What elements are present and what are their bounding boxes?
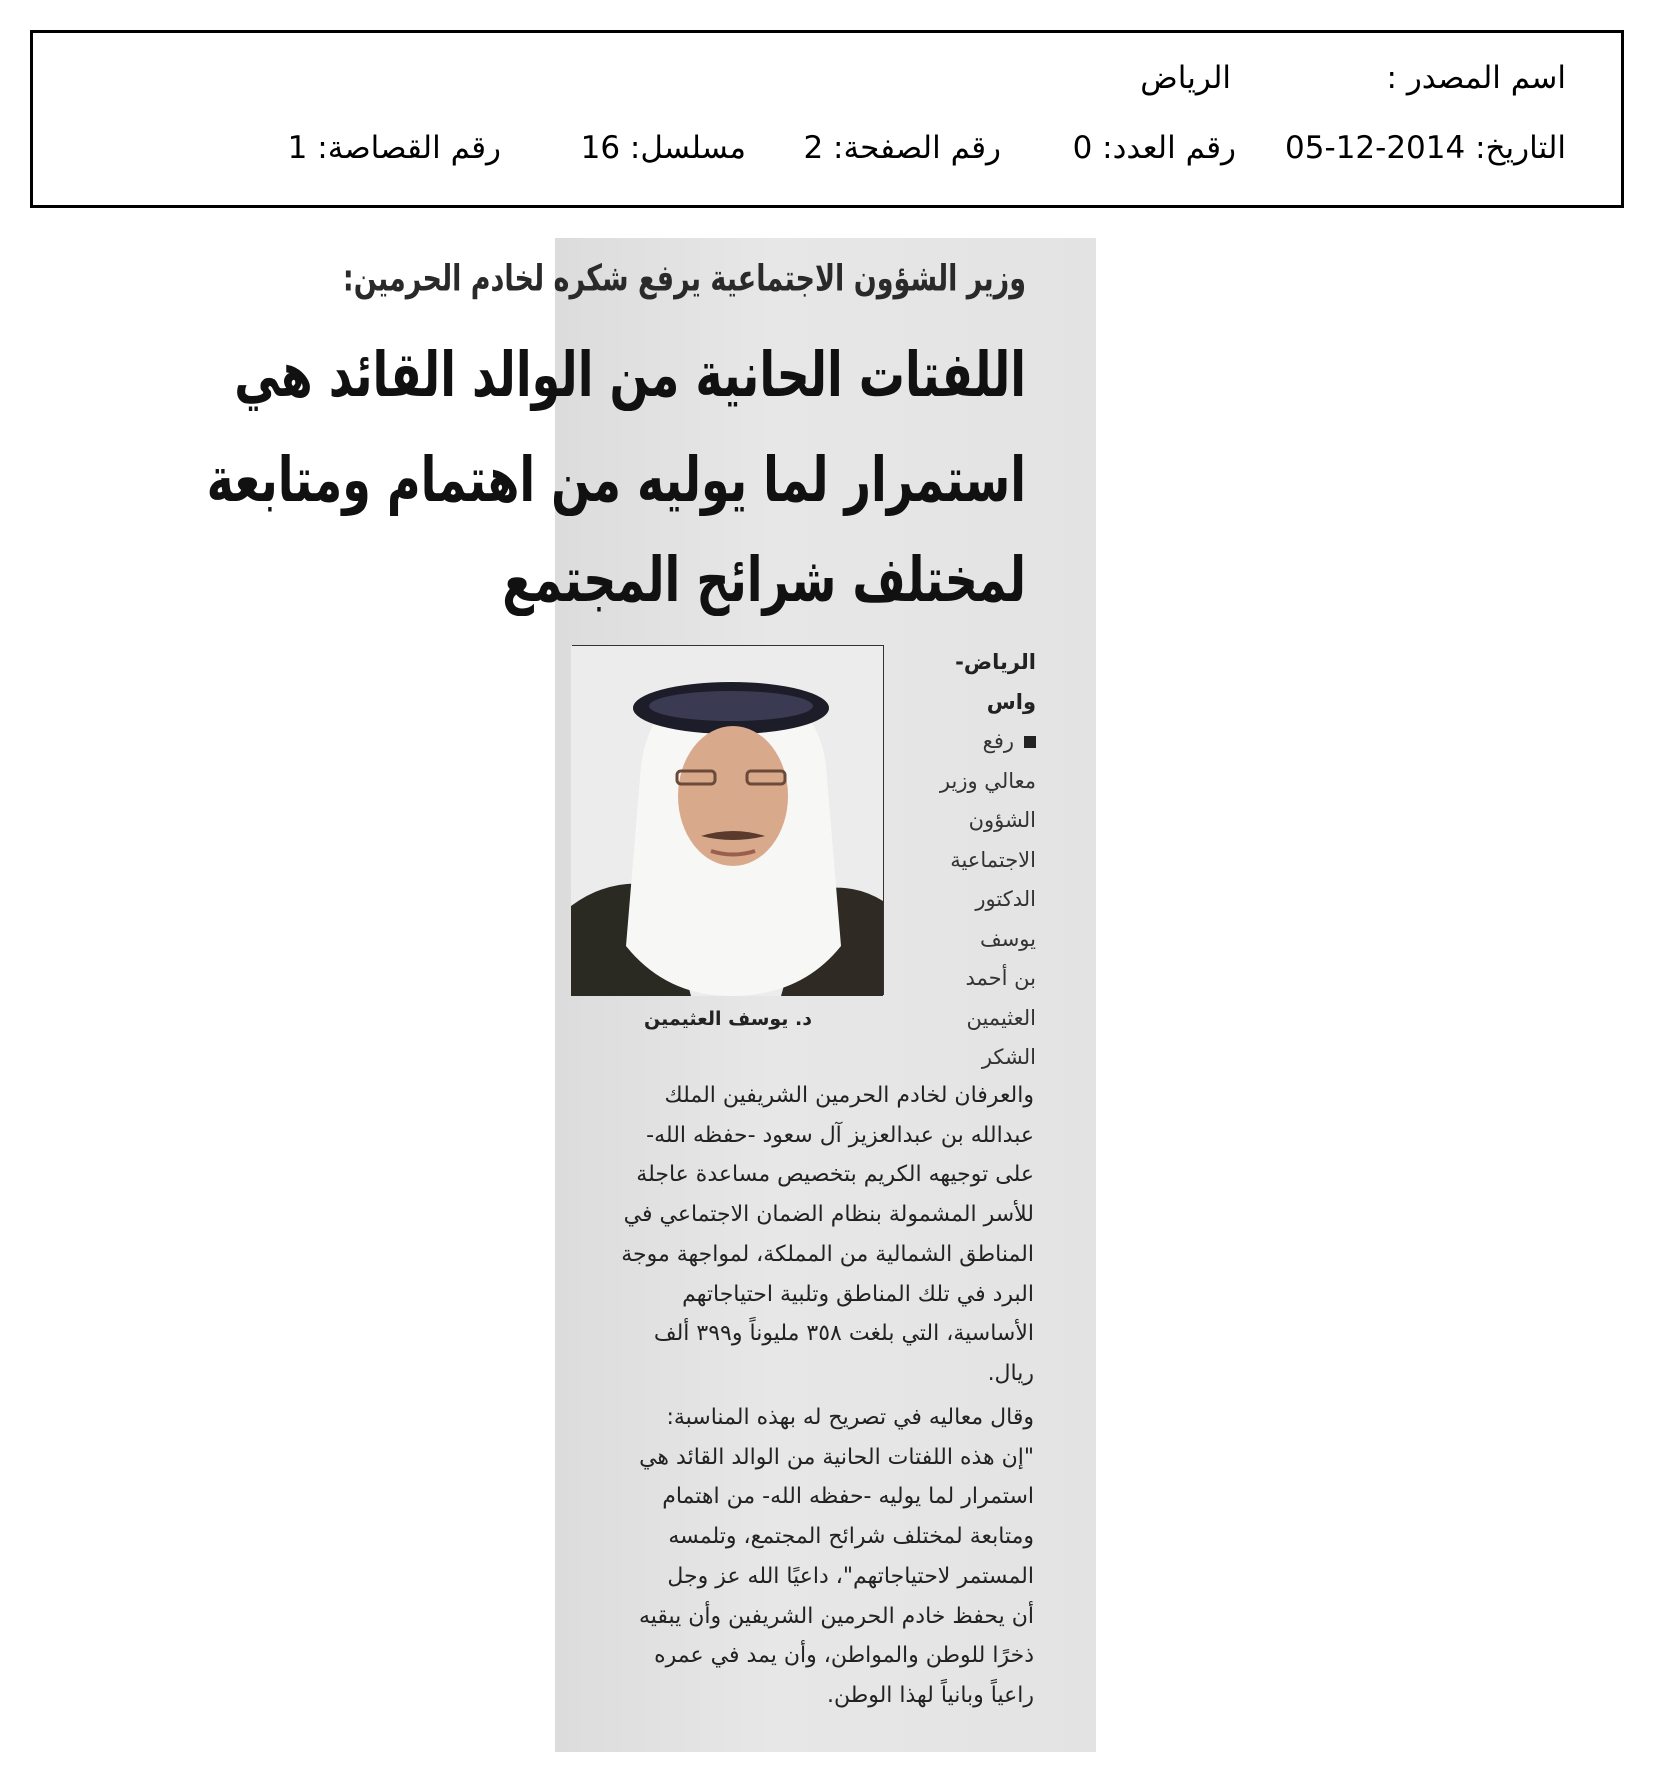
body-line: أن يحفظ خادم الحرمين الشريفين وأن يبقيه [638, 1603, 1034, 1629]
body-line: راعياً وبانياً لهذا الوطن. [826, 1682, 1034, 1708]
clip-number-field: رقم القصاصة: 1 [287, 130, 501, 166]
side-column [901, 643, 1036, 1078]
body-line: المناطق الشمالية من المملكة، لمواجهة موجة [621, 1241, 1034, 1267]
side-line: الاجتماعية [950, 847, 1036, 872]
source-label: اسم المصدر : [1386, 60, 1566, 96]
body-line: البرد في تلك المناطق وتلبية احتياجاتهم [682, 1281, 1034, 1307]
body-paragraph-1 [564, 1076, 1034, 1394]
newspaper-clipping [206, 238, 1096, 1752]
source-value: الرياض [1140, 60, 1231, 96]
serial-field: مسلسل: 16 [580, 130, 746, 166]
body-line: المستمر لاحتياجاتهم"، داعيًا الله عز وجل [667, 1563, 1034, 1589]
body-line: الأساسية، التي بلغت ٣٥٨ مليوناً و٣٩٩ ألف [653, 1321, 1034, 1347]
side-line: بن أحمد [965, 966, 1036, 990]
dateline-agency: واس [986, 689, 1036, 714]
body-line: والعرفان لخادم الحرمين الشريفين الملك [664, 1083, 1034, 1108]
body-line: للأسر المشمولة بنظام الضمان الاجتماعي في [623, 1202, 1034, 1228]
headline-line-1: اللفتات الحانية من الوالد القائد هي [234, 338, 1026, 411]
headline-line-2: استمرار لما يوليه من اهتمام ومتابعة [206, 443, 1026, 516]
portrait-illustration [571, 646, 883, 996]
date-field: التاريخ: 2014-12-05 [1285, 130, 1566, 166]
side-line: رفع [901, 722, 1036, 762]
side-line: يوسف [979, 926, 1036, 951]
portrait-photo [572, 645, 884, 995]
body-line: ذخرًا للوطن والمواطن، وأن يمد في عمره [654, 1643, 1034, 1669]
body-paragraph-2 [564, 1398, 1034, 1716]
body-line: ريال. [987, 1360, 1034, 1386]
side-line: الدكتور [975, 887, 1036, 911]
headline-line-3: لمختلف شرائح المجتمع [502, 543, 1026, 616]
body-line: "إن هذه اللفتات الحانية من الوالد القائد هي [639, 1444, 1034, 1470]
clipping-metadata-box [30, 30, 1624, 208]
body-line: استمرار لما يوليه -حفظه الله- من اهتمام [662, 1484, 1034, 1510]
bullet-icon [1024, 736, 1036, 748]
body-line: على توجيهه الكريم بتخصيص مساعدة عاجلة [636, 1162, 1034, 1188]
dateline-city: الرياض- [955, 650, 1036, 674]
body-line: ومتابعة لمختلف شرائح المجتمع، وتلمسه [668, 1524, 1034, 1550]
side-line: الشؤون [968, 808, 1036, 832]
issue-number-field: رقم العدد: 0 [1072, 130, 1236, 166]
side-line: العثيمين [966, 1005, 1036, 1030]
photo-caption: د. يوسف العثيمين [643, 1008, 813, 1030]
page-number-field: رقم الصفحة: 2 [803, 130, 1001, 166]
article-kicker: وزير الشؤون الاجتماعية يرفع شكره لخادم الحرمين: [342, 258, 1026, 300]
side-line: معالي وزير [939, 768, 1036, 793]
side-line: الشكر [981, 1045, 1036, 1069]
body-line: وقال معاليه في تصريح له بهذه المناسبة: [666, 1405, 1034, 1430]
body-line: عبدالله بن عبدالعزيز آل سعود -حفظه الله- [646, 1122, 1034, 1148]
